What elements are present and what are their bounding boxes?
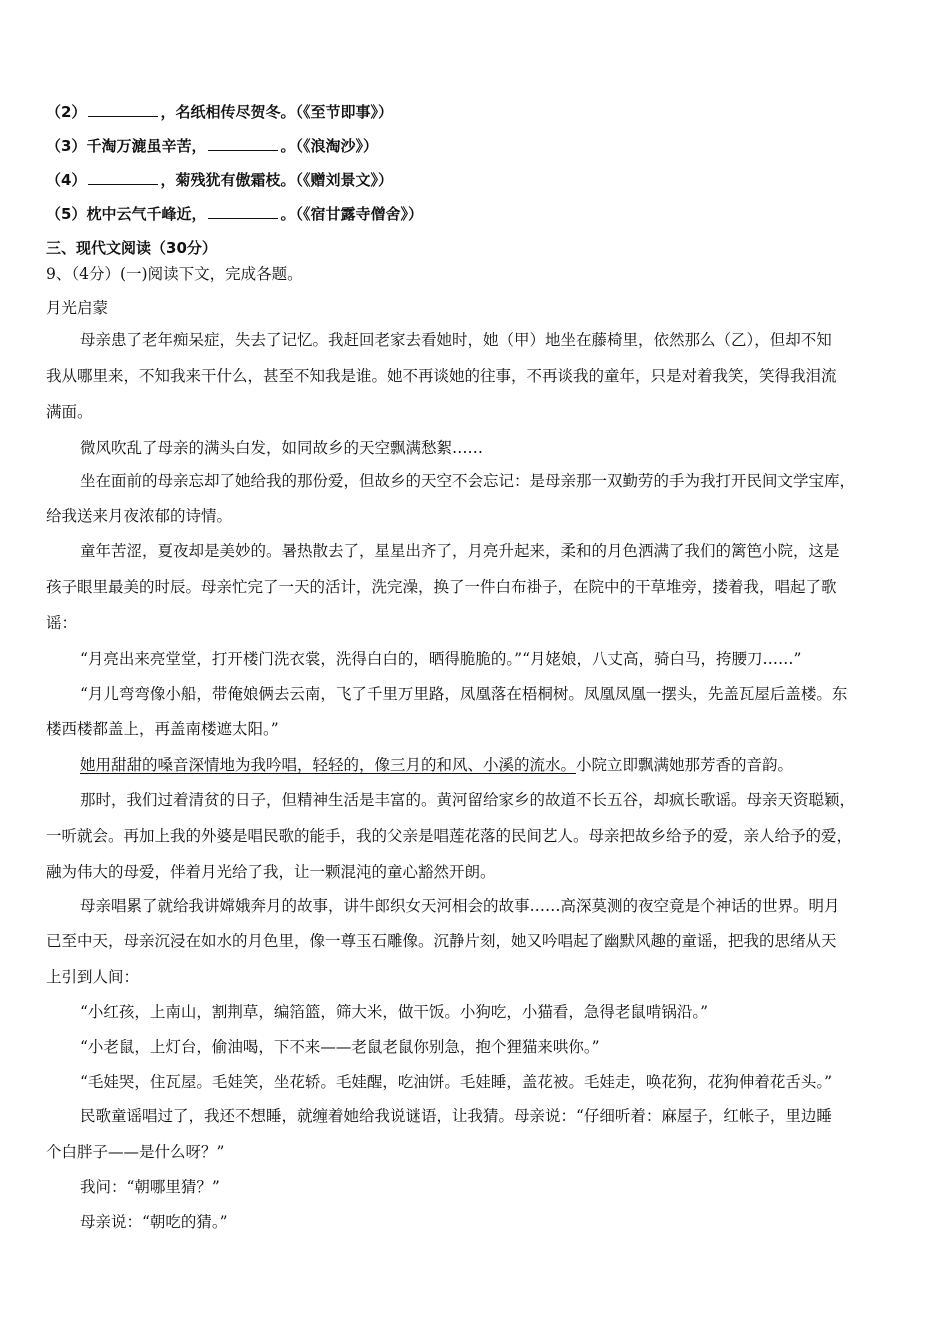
quote-line: “小老鼠，上灯台，偷油喝，下不来——老鼠老鼠你别急，抱个狸猫来哄你。” bbox=[80, 1038, 600, 1056]
quote-line: “毛娃哭，住瓦屋。毛娃笑，坐花轿。毛娃醒，吃油饼。毛娃睡，盖花被。毛娃走，唤花狗，花狗伸着花舌头。” bbox=[80, 1073, 833, 1091]
paragraph-line: 谣： bbox=[46, 614, 78, 632]
underlined-sentence-line: 她用甜甜的嗓音深情地为我吟唱，轻轻的，像三月的和风、小溪的流水。小院立即飘满她那芳香的音韵。 bbox=[80, 756, 794, 774]
quote-line: 楼西楼都盖上，再盖南楼遮太阳。” bbox=[46, 720, 279, 738]
paragraph-line: 已至中天，母亲沉浸在如水的月色里，像一尊玉石雕像。沉静片刻，她又吟唱起了幽默风趣的童谣，把我的思绪从天 bbox=[46, 932, 837, 950]
poem-item-4: （4） ，菊残犹有傲霜枝。（《赠刘景文》） bbox=[46, 171, 393, 189]
poem-item-2: （2） ，名纸相传尽贺冬。（《至节即事》） bbox=[46, 103, 393, 121]
quote-line: “小红孩，上南山，割荆草，编箔篮，筛大米，做干饭。小狗吃，小猫看，急得老鼠啃锅沿。” bbox=[80, 1003, 709, 1021]
poem-item-5: （5）枕中云气千峰近， 。（《宿甘露寺僧舍》） bbox=[46, 205, 423, 223]
answer-blank[interactable] bbox=[88, 170, 158, 185]
paragraph-line: 我从哪里来，不知我来干什么，甚至不知我是谁。她不再谈她的往事，不再谈我的童年，只是对着我笑，笑得我泪流 bbox=[46, 367, 837, 385]
article-title: 月光启蒙 bbox=[46, 299, 109, 317]
paragraph-line: 给我送来月夜浓郁的诗情。 bbox=[46, 507, 233, 525]
paragraph-line: 微风吹乱了母亲的满头白发，如同故乡的天空飘满愁絮…… bbox=[80, 439, 484, 457]
answer-blank[interactable] bbox=[88, 102, 158, 117]
answer-blank[interactable] bbox=[208, 136, 278, 151]
dialogue-line: 我问：“朝哪里猜？” bbox=[80, 1178, 220, 1196]
paragraph-line: 融为伟大的母爱，伴着月光给了我，让一颗混沌的童心豁然开朗。 bbox=[46, 863, 496, 881]
paragraph-line: 上引到人间： bbox=[46, 968, 140, 986]
paragraph-line: 坐在面前的母亲忘却了她给我的那份爱，但故乡的天空不会忘记：是母亲那一双勤劳的手为我打开民间文学宝库， bbox=[80, 472, 856, 490]
dialogue-line: 母亲说：“朝吃的猜。” bbox=[80, 1213, 228, 1231]
paragraph-line: 个白胖子——是什么呀？” bbox=[46, 1143, 225, 1161]
poem-item-3: （3）千淘万漉虽辛苦， 。（《浪淘沙》） bbox=[46, 137, 378, 155]
section-title: 三、现代文阅读（30分） bbox=[46, 239, 217, 257]
paragraph-line: 孩子眼里最美的时辰。母亲忙完了一天的活计，洗完澡，换了一件白布褂子，在院中的干草堆旁，搂着我，唱起了歌 bbox=[46, 578, 837, 596]
paragraph-line: 母亲患了老年痴呆症，失去了记忆。我赶回老家去看她时，她（甲）地坐在藤椅里，依然那么（乙），但却不知 bbox=[80, 331, 832, 349]
paragraph-line: 一听就会。再加上我的外婆是唱民歌的能手，我的父亲是唱莲花落的民间艺人。母亲把故乡给予的爱，亲人给予的爱， bbox=[46, 827, 853, 845]
question-line: 9、（4分）(一)阅读下文，完成各题。 bbox=[46, 265, 303, 283]
paragraph-line: 满面。 bbox=[46, 403, 93, 421]
paragraph-line: 那时，我们过着清贫的日子，但精神生活是丰富的。黄河留给家乡的故道不长五谷，却疯长歌谣。母亲天资聪颖， bbox=[80, 791, 856, 809]
answer-blank[interactable] bbox=[208, 204, 278, 219]
paragraph-line: 民歌童谣唱过了，我还不想睡，就缠着她给我说谜语，让我猜。母亲说：“仔细听着：麻屋子，红帐子，里边睡 bbox=[80, 1107, 832, 1125]
underlined-sentence: 她用甜甜的嗓音深情地为我吟唱，轻轻的，像三月的和风、小溪的流水。 bbox=[80, 756, 577, 774]
quote-line: “月亮出来亮堂堂，打开楼门洗衣裳，洗得白白的，晒得脆脆的。”“月姥娘，八丈高，骑白马，挎腰刀……” bbox=[80, 650, 802, 668]
paragraph-line: 童年苦涩，夏夜却是美妙的。暑热散去了，星星出齐了，月亮升起来，柔和的月色洒满了我们的篱笆小院，这是 bbox=[80, 542, 840, 560]
paragraph-line: 母亲唱累了就给我讲嫦娥奔月的故事，讲牛郎织女天河相会的故事……高深莫测的夜空竟是个神话的世界。明月 bbox=[80, 897, 840, 915]
quote-line: “月儿弯弯像小船，带俺娘俩去云南，飞了千里万里路，凤凰落在梧桐树。凤凰凤凰一摆头，先盖瓦屋后盖楼。东 bbox=[80, 685, 848, 703]
